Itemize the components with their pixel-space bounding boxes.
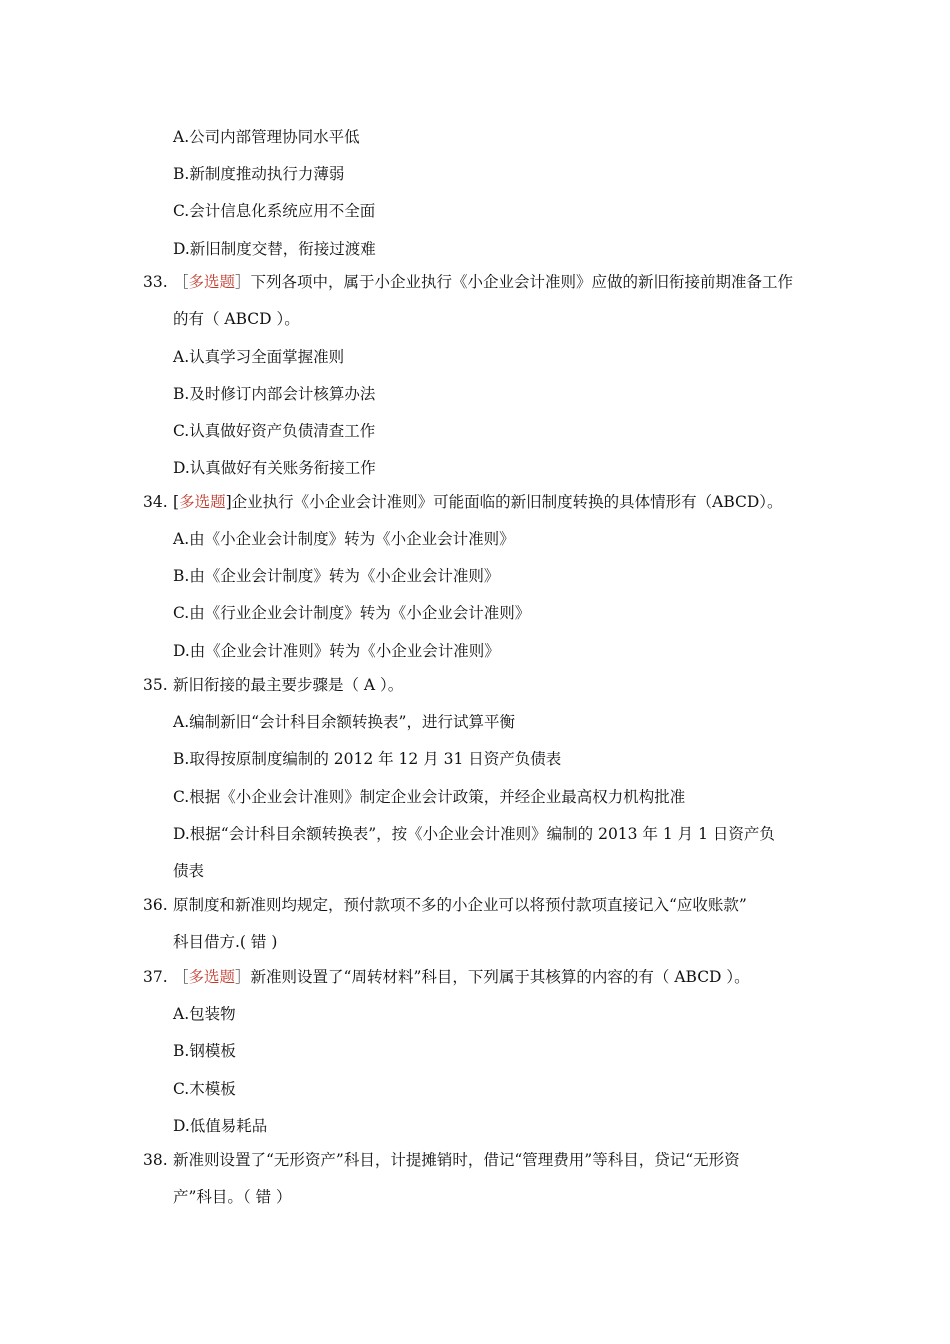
question-38 xyxy=(0,1147,950,1173)
option-line: A.包装物 xyxy=(173,1005,236,1023)
question-33 xyxy=(0,269,950,295)
question-number: 33. xyxy=(143,273,168,291)
question-number: 37. xyxy=(143,968,168,986)
option-line: D.低值易耗品 xyxy=(173,1117,268,1135)
option-line: B.及时修订内部会计核算办法 xyxy=(173,385,376,403)
question-type-tag: 多选题 xyxy=(188,273,236,291)
question-number: 38. xyxy=(143,1151,168,1169)
option-line-continued: 债表 xyxy=(173,862,205,880)
option-line: D.由《企业会计准则》转为《小企业会计准则》 xyxy=(173,642,500,660)
option-line: C.认真做好资产负债清查工作 xyxy=(173,422,376,440)
option-line: A.编制新旧“会计科目余额转换表”，进行试算平衡 xyxy=(173,713,515,731)
option-line: D.根据“会计科目余额转换表”，按《小企业会计准则》编制的 2013 年 1 月 1 日资产负 xyxy=(173,825,775,843)
question-type-tag: 多选题 xyxy=(179,493,226,511)
option-line: A.认真学习全面掌握准则 xyxy=(173,348,345,366)
question-37 xyxy=(0,964,950,990)
option-line: A.公司内部管理协同水平低 xyxy=(173,128,360,146)
question-36 xyxy=(0,892,950,918)
question-text: ［多选题］新准则设置了“周转材料”科目，下列属于其核算的内容的有（ ABCD ）。 xyxy=(173,968,750,986)
question-34 xyxy=(0,489,950,515)
option-line: A.由《小企业会计制度》转为《小企业会计准则》 xyxy=(173,530,515,548)
option-line: B.由《企业会计制度》转为《小企业会计准则》 xyxy=(173,567,500,585)
option-line: C.根据《小企业会计准则》制定企业会计政策，并经企业最高权力机构批准 xyxy=(173,788,686,806)
question-type-tag: 多选题 xyxy=(188,968,236,986)
question-number: 35. xyxy=(143,676,168,694)
question-text-continued: 产”科目。（ 错 ） xyxy=(173,1188,292,1206)
question-text: 新旧衔接的最主要步骤是（ A ）。 xyxy=(173,676,404,694)
question-number: 36. xyxy=(143,896,168,914)
question-35 xyxy=(0,672,950,698)
option-line: B.新制度推动执行力薄弱 xyxy=(173,165,345,183)
question-text: 原制度和新准则均规定，预付款项不多的小企业可以将预付款项直接记入“应收账款” xyxy=(173,896,747,914)
question-text: 新准则设置了“无形资产”科目，计提摊销时，借记“管理费用”等科目，贷记“无形资 xyxy=(173,1151,740,1169)
option-line: D.新旧制度交替，衔接过渡难 xyxy=(173,240,376,258)
option-line: B.取得按原制度编制的 2012 年 12 月 31 日资产负债表 xyxy=(173,750,562,768)
option-line: C.会计信息化系统应用不全面 xyxy=(173,202,376,220)
question-text-continued: 的有（ ABCD ）。 xyxy=(173,310,300,328)
option-line: D.认真做好有关账务衔接工作 xyxy=(173,459,376,477)
question-number: 34. xyxy=(143,493,168,511)
option-line: C.木模板 xyxy=(173,1080,236,1098)
option-line: C.由《行业企业会计制度》转为《小企业会计准则》 xyxy=(173,604,531,622)
question-text-continued: 科目借方.( 错 ) xyxy=(173,933,278,951)
option-line: B.钢模板 xyxy=(173,1042,236,1060)
question-text: ［多选题］下列各项中，属于小企业执行《小企业会计准则》应做的新旧衔接前期准备工作 xyxy=(173,273,794,291)
question-text: [多选题]企业执行《小企业会计准则》可能面临的新旧制度转换的具体情形有（ABCD）。 xyxy=(173,493,783,511)
